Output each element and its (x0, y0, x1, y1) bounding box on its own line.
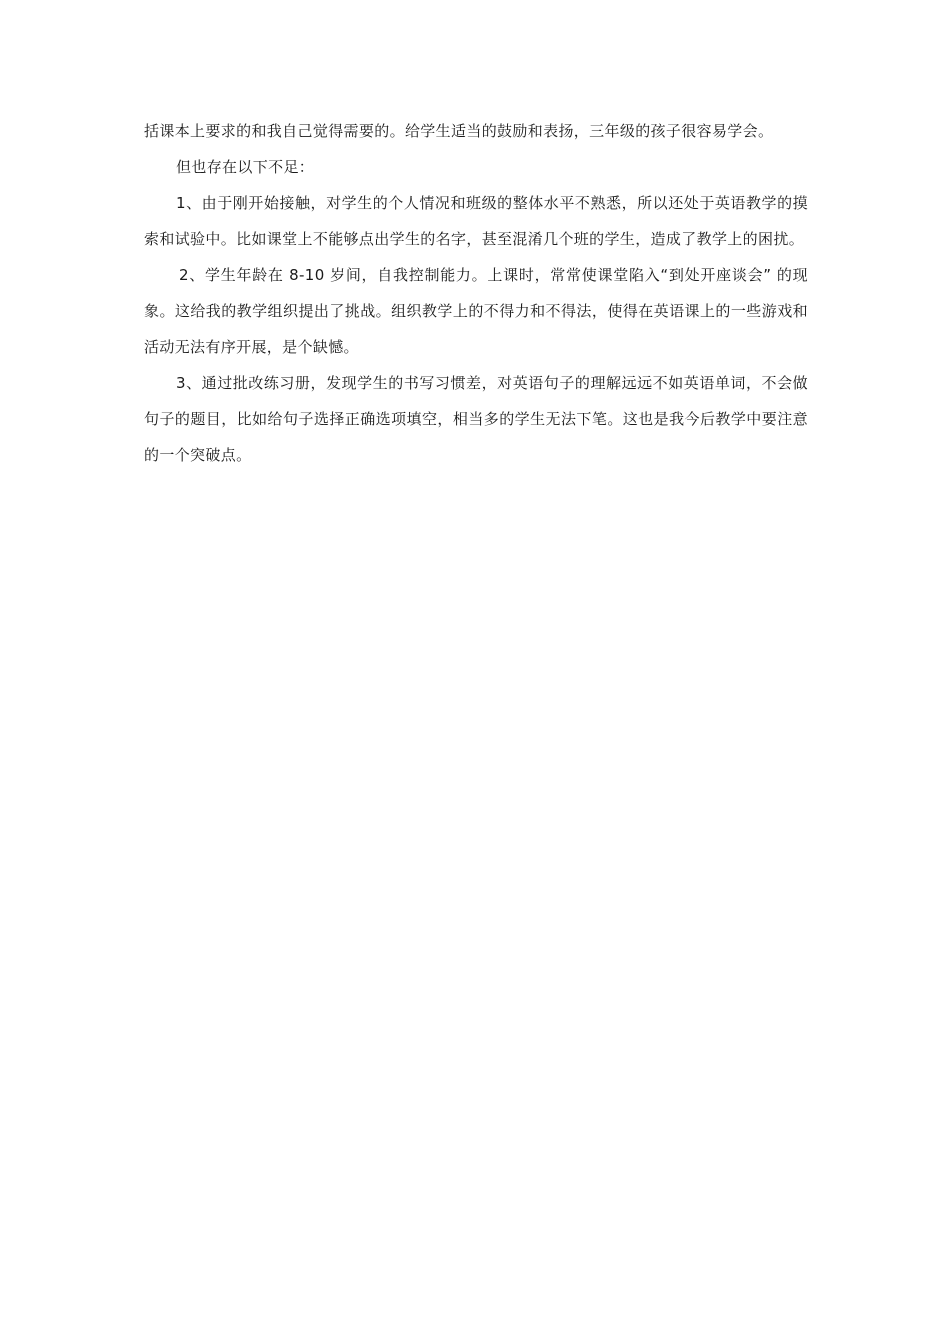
paragraph-point-1: 1、由于刚开始接触，对学生的个人情况和班级的整体水平不熟悉，所以还处于英语教学的摸索和试验中。比如课堂上不能够点出学生的名字，甚至混淆几个班的学生，造成了教学上的困扰。 (144, 194, 808, 248)
paragraph-continuation: 括课本上要求的和我自己觉得需要的。给学生适当的鼓励和表扬，三年级的孩子很容易学会。 (144, 122, 774, 140)
paragraph-shortcomings-intro: 但也存在以下不足： (176, 158, 315, 176)
document-body (144, 113, 808, 473)
paragraph-point-2: 2、学生年龄在 8-10 岁间，自我控制能力。上课时，常常使课堂陷入“到处开座谈会” 的现象。这给我的教学组织提出了挑战。组织教学上的不得力和不得法，使得在英语课上的一些游戏和活动无法有序开展，是个缺憾。 (144, 266, 808, 356)
paragraph-point-3: 3、通过批改练习册，发现学生的书写习惯差，对英语句子的理解远远不如英语单词，不会做句子的题目，比如给句子选择正确选项填空，相当多的学生无法下笔。这也是我今后教学中要注意的一个突破点。 (144, 374, 808, 464)
